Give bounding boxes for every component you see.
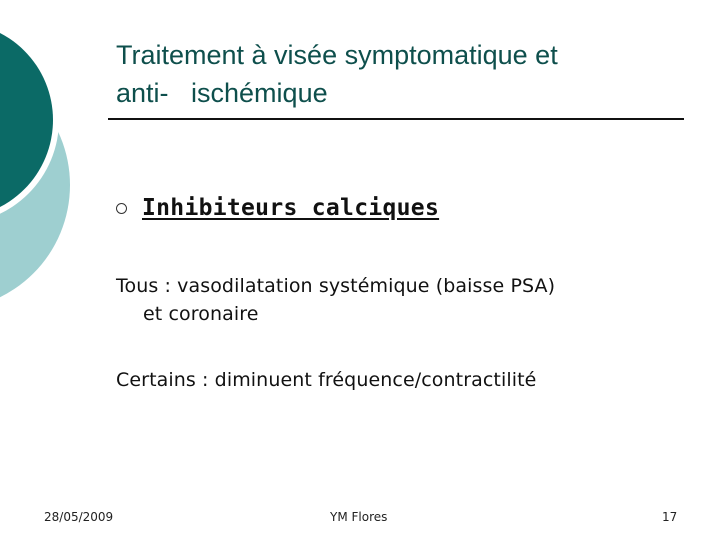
paragraph-tous-line-1: Tous : vasodilatation systémique (baisse PSA)	[116, 275, 556, 297]
paragraph-tous	[116, 272, 696, 328]
footer-page-number: 17	[662, 510, 678, 524]
footer-author: YM Flores	[330, 510, 388, 524]
circle-bullet-icon	[116, 203, 127, 214]
title-line-2: anti- ischémique	[116, 78, 328, 108]
bullet-item	[116, 190, 439, 226]
footer-date: 28/05/2009	[44, 510, 114, 524]
title-divider	[108, 118, 684, 120]
bullet-heading: Inhibiteurs calciques	[142, 195, 440, 221]
paragraph-tous-line-2: et coronaire	[143, 303, 259, 325]
title-line-1: Traitement à visée symptomatique et	[116, 40, 558, 70]
decorative-circles	[0, 0, 120, 300]
paragraph-certains: Certains : diminuent fréquence/contractilité	[116, 369, 537, 391]
slide-title	[116, 36, 696, 112]
